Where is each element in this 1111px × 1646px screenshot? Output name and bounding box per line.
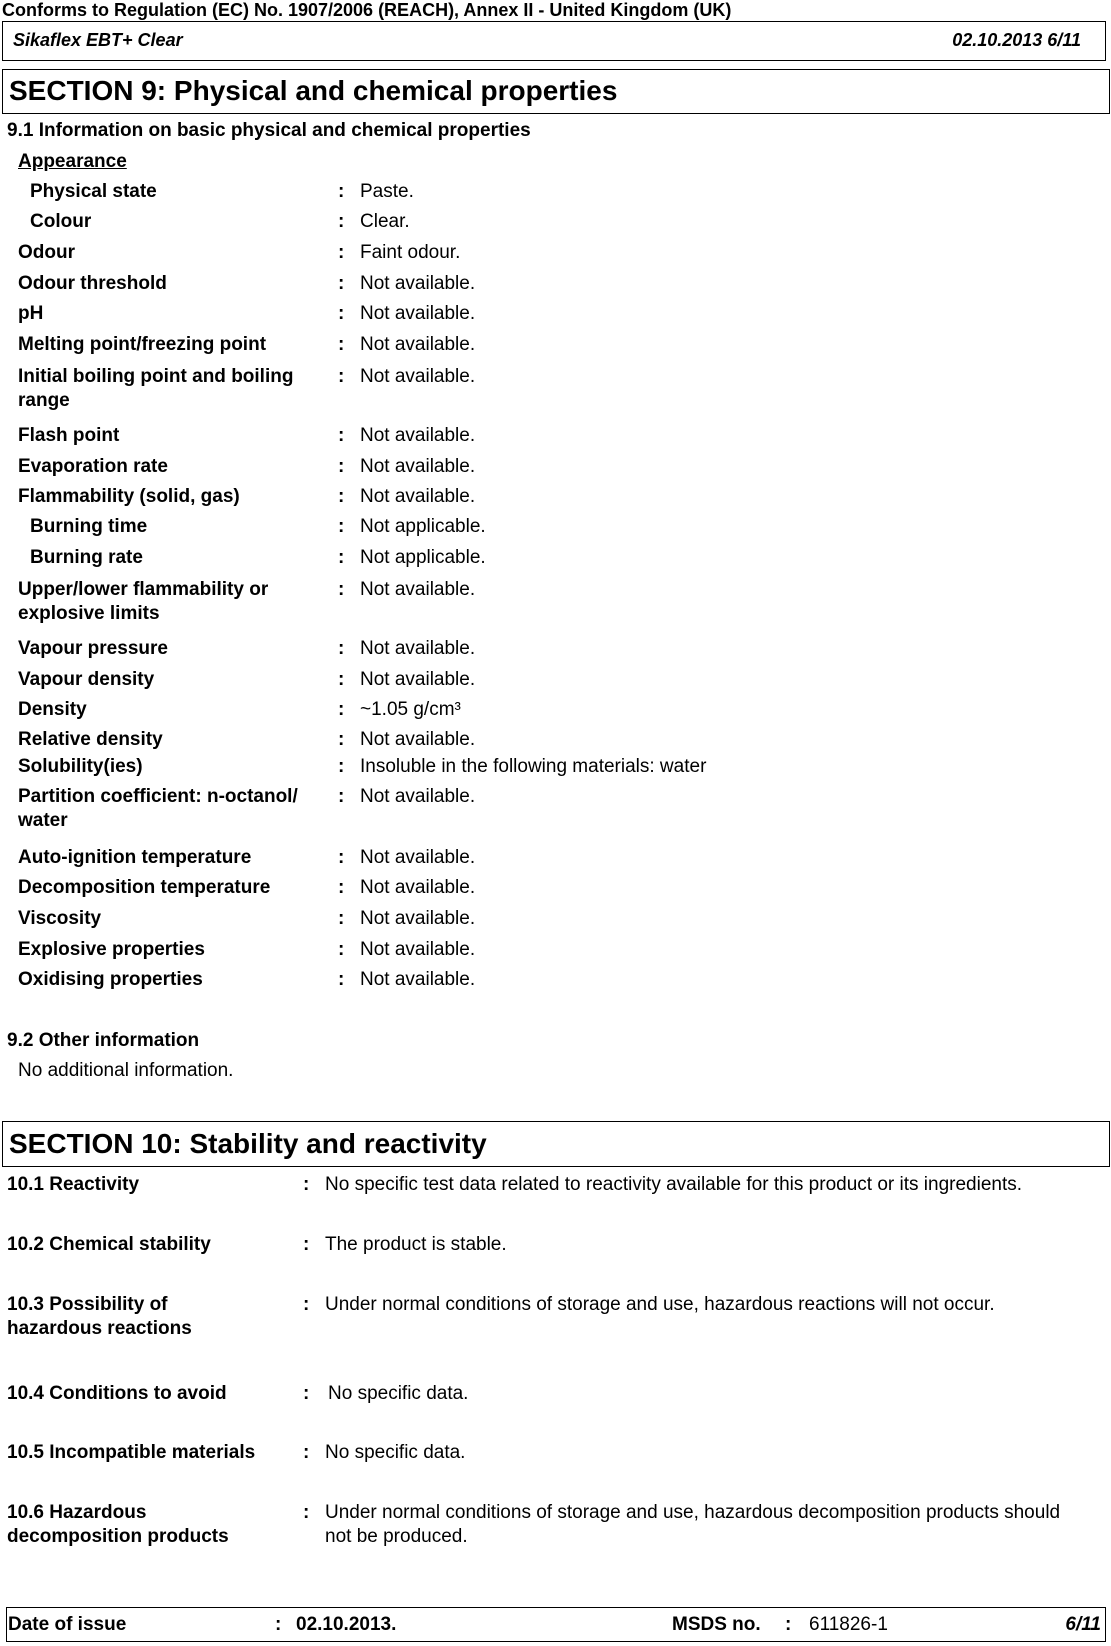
- section9-sub2: 9.2 Other information: [7, 1030, 200, 1051]
- row-label: 10.5 Incompatible materials: [7, 1442, 256, 1463]
- row-value: Not available.: [360, 579, 476, 600]
- footer-msds-value: 611826-1: [809, 1614, 888, 1635]
- footer-date-label: Date of issue: [8, 1614, 127, 1635]
- row-label: Burning time: [30, 516, 148, 537]
- row-value: Not available.: [360, 669, 476, 690]
- row-value: Under normal conditions of storage and use, hazardous decomposition products should not be produced.: [325, 1502, 1061, 1547]
- row-label: Physical state: [30, 181, 157, 202]
- row-label: Partition coefficient: n-octanol/ water: [18, 786, 298, 831]
- section10-title-box: [2, 1121, 1110, 1167]
- row-label: Viscosity: [18, 908, 102, 929]
- row-value: Not available.: [360, 456, 476, 477]
- row-value: Under normal conditions of storage and use, hazardous reactions will not occur.: [325, 1294, 995, 1315]
- row-value: Not available.: [360, 334, 476, 355]
- row-value: Not available.: [360, 847, 476, 868]
- row-label: Flash point: [18, 425, 120, 446]
- row-label: Vapour density: [18, 669, 155, 690]
- row-value: Paste.: [360, 181, 414, 202]
- row-label: Decomposition temperature: [18, 877, 271, 898]
- row-label: Initial boiling point and boiling range: [18, 366, 294, 411]
- row-value: Not available.: [360, 425, 476, 446]
- row-label: 10.4 Conditions to avoid: [7, 1383, 227, 1404]
- row-value: Not available.: [360, 877, 476, 898]
- appearance-heading: Appearance: [18, 151, 127, 172]
- product-header-box: [2, 21, 1106, 61]
- row-label: Density: [18, 699, 87, 720]
- footer-msds-colon: :: [785, 1614, 792, 1635]
- section9-title: SECTION 9: Physical and chemical properties: [9, 75, 618, 106]
- row-value: No specific data.: [328, 1383, 469, 1404]
- row-value: No specific test data related to reactivity available for this product or its ingredients.: [325, 1174, 1023, 1195]
- row-value: Not available.: [360, 908, 476, 929]
- row-label: Relative density: [18, 729, 163, 750]
- row-value: Not available.: [360, 729, 476, 750]
- row-label: 10.2 Chemical stability: [7, 1234, 211, 1255]
- row-value: Not applicable.: [360, 516, 486, 537]
- row-label: 10.6 Hazardous decomposition products: [7, 1502, 229, 1547]
- row-label: Odour: [18, 242, 75, 263]
- row-label: Flammability (solid, gas): [18, 486, 240, 507]
- row-label: Odour threshold: [18, 273, 167, 294]
- row-label: pH: [18, 303, 44, 324]
- row-label: Explosive properties: [18, 939, 205, 960]
- row-value: Not available.: [360, 969, 476, 990]
- row-value: Not applicable.: [360, 547, 486, 568]
- row-value: Insoluble in the following materials: water: [360, 756, 707, 777]
- section9-sub1: 9.1 Information on basic physical and chemical properties: [7, 120, 531, 141]
- footer-box: [6, 1607, 1106, 1642]
- row-value: Not available.: [360, 366, 476, 387]
- row-label: Vapour pressure: [18, 638, 168, 659]
- footer-date-colon: :: [275, 1614, 282, 1635]
- row-label: Solubility(ies): [18, 756, 143, 777]
- row-value: Not available.: [360, 486, 476, 507]
- row-label: Oxidising properties: [18, 969, 203, 990]
- row-value: Not available.: [360, 303, 476, 324]
- row-value: No specific data.: [325, 1442, 466, 1463]
- row-value: Not available.: [360, 638, 476, 659]
- footer-date-value: 02.10.2013.: [296, 1614, 397, 1635]
- row-label: 10.1 Reactivity: [7, 1174, 140, 1195]
- row-label: 10.3 Possibility of hazardous reactions: [7, 1294, 192, 1339]
- header-date-page: 02.10.2013 6/11: [952, 30, 1081, 50]
- footer-page: 6/11: [1065, 1614, 1101, 1635]
- row-value: Not available.: [360, 273, 476, 294]
- row-value: Not available.: [360, 939, 476, 960]
- row-value: Clear.: [360, 211, 410, 232]
- product-name: Sikaflex EBT+ Clear: [13, 30, 183, 50]
- footer-msds-label: MSDS no.: [672, 1614, 761, 1635]
- row-value: ~1.05 g/cm³: [360, 699, 461, 720]
- row-label: Burning rate: [30, 547, 143, 568]
- other-information: No additional information.: [18, 1060, 234, 1081]
- regulation-header: Conforms to Regulation (EC) No. 1907/2006 (REACH), Annex II - United Kingdom (UK): [2, 0, 732, 20]
- row-label: Melting point/freezing point: [18, 334, 267, 355]
- row-label: Colour: [30, 211, 92, 232]
- row-value: Faint odour.: [360, 242, 461, 263]
- row-label: Evaporation rate: [18, 456, 168, 477]
- row-value: The product is stable.: [325, 1234, 507, 1255]
- section9-title-box: [2, 69, 1110, 114]
- row-label: Upper/lower flammability or explosive limits: [18, 579, 269, 624]
- row-value: Not available.: [360, 786, 476, 807]
- row-label: Auto-ignition temperature: [18, 847, 252, 868]
- section10-title: SECTION 10: Stability and reactivity: [9, 1128, 487, 1159]
